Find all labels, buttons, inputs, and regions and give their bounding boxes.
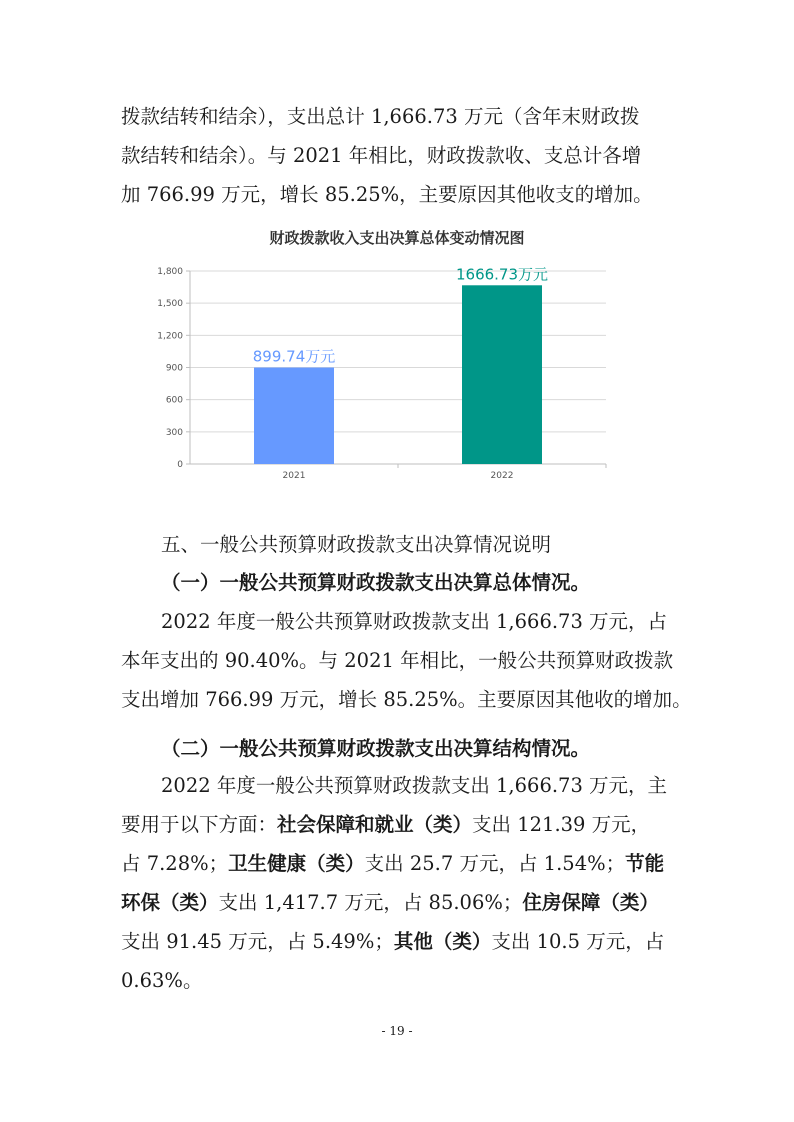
category-label: 其他（类） <box>393 930 492 953</box>
subsection-heading: （一）一般公共预算财政拨款支出决算总体情况。 <box>161 571 591 594</box>
intro-paragraph <box>121 97 681 214</box>
category-label: 社会保障和就业（类） <box>277 813 473 836</box>
text-line: 本年支出的 90.40%。与 2021 年相比，一般公共预算财政拨款 <box>121 649 674 672</box>
subsection-heading: （二）一般公共预算财政拨款支出决算结构情况。 <box>161 737 591 760</box>
data-label: 899.74万元 <box>252 347 336 366</box>
text-line: 支出增加 766.99 万元，增长 85.25%。主要原因其他收的增加。 <box>121 688 692 711</box>
bar-2022 <box>462 285 542 464</box>
text-run: 支出 25.7 万元，占 1.54%； <box>364 852 626 875</box>
sub1-paragraph <box>121 602 692 719</box>
x-tick-label: 2022 <box>490 471 514 481</box>
category-label: 卫生健康（类） <box>228 852 365 875</box>
text-line: 0.63%。 <box>121 969 203 992</box>
text-run: 支出 121.39 万元， <box>472 813 651 836</box>
text-run: 支出 91.45 万元，占 5.49%； <box>121 930 394 953</box>
bar-2021 <box>254 368 334 464</box>
text-run: 支出 1,417.7 万元，占 85.06%； <box>218 891 523 914</box>
y-tick-label: 300 <box>165 427 183 438</box>
text-line <box>121 922 681 961</box>
y-tick-label: 0 <box>177 460 183 470</box>
chart-title: 财政拨款收入支出决算总体变动情况图 <box>269 229 525 247</box>
y-tick-label: 600 <box>165 395 183 406</box>
category-label: 环保（类） <box>121 891 219 914</box>
bar-chart <box>0 255 794 485</box>
text-run: 占 7.28%； <box>121 852 229 875</box>
text-line <box>121 883 681 922</box>
data-label: 1666.73万元 <box>455 265 549 284</box>
y-tick-label: 1,200 <box>157 331 183 342</box>
text-run: 支出 10.5 万元，占 <box>491 930 665 953</box>
category-label: 住房保障（类） <box>522 891 659 914</box>
text-line <box>121 844 681 883</box>
x-tick-label: 2021 <box>282 471 306 481</box>
category-label: 节能 <box>625 852 665 875</box>
text-line <box>121 805 681 844</box>
sub2-paragraph <box>121 766 681 1000</box>
text-line: 拨款结转和结余），支出总计 1,666.73 万元（含年末财政拨 <box>121 105 640 128</box>
text-run: 要用于以下方面： <box>121 813 278 836</box>
y-tick-label: 1,800 <box>157 267 183 277</box>
y-tick-label: 900 <box>165 363 183 374</box>
section-heading: 五、一般公共预算财政拨款支出决算情况说明 <box>161 533 552 556</box>
text-line: 2022 年度一般公共预算财政拨款支出 1,666.73 万元，占 <box>161 610 668 633</box>
text-line: 款结转和结余）。与 2021 年相比，财政拨款收、支总计各增 <box>121 144 642 167</box>
y-tick-label: 1,500 <box>157 299 183 310</box>
text-line: 加 766.99 万元，增长 85.25%，主要原因其他收支的增加。 <box>121 183 653 206</box>
text-line: 2022 年度一般公共预算财政拨款支出 1,666.73 万元，主 <box>161 774 668 797</box>
page-number: - 19 - <box>381 1024 413 1038</box>
